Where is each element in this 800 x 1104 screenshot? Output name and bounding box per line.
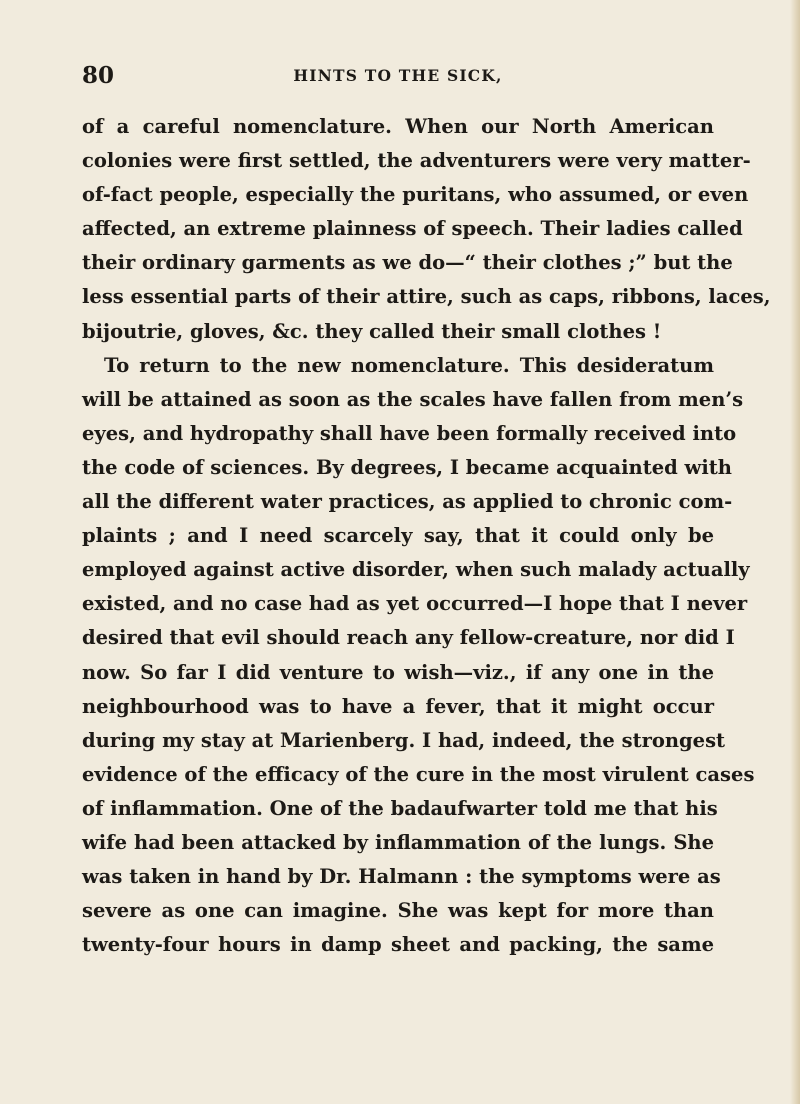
text-line: employed against active disorder, when such malady actually [82,558,750,582]
text-line: neighbourhood was to have a fever, that it might occur [82,694,714,718]
text-line: wife had been attacked by inflammation of the lungs. She [82,830,714,854]
text-line: the code of sciences. By degrees, I became acquainted with [82,455,732,479]
text-line: bijoutrie, gloves, &c. they called their small clothes ! [82,319,662,343]
text-line: affected, an extreme plainness of speech. Their ladies called [82,217,743,241]
text-line: twenty-four hours in damp sheet and packing, the same [82,933,714,957]
text-line: eyes, and hydropathy shall have been formally received into [82,421,737,445]
text-line: of a careful nomenclature. When our North American [82,115,714,138]
text-line: now. So far I did venture to wish—viz., if any one in the [82,660,714,684]
text-line: evidence of the efficacy of the cure in the most virulent cases [82,762,755,786]
text-line: was taken in hand by Dr. Halmann : the symptoms were as [82,865,721,889]
body-text [82,110,771,962]
text-line: of-fact people, especially the puritans, who assumed, or even [82,183,749,207]
page-edge-shadow [790,0,800,1104]
text-line: during my stay at Marienberg. I had, indeed, the strongest [82,728,726,752]
page-number: 80 [82,62,115,89]
text-line: desired that evil should reach any fellow-creature, nor did I [82,626,735,650]
text-line: less essential parts of their attire, such as caps, ribbons, laces, [82,285,771,309]
text-line: To return to the new nomenclature. This desideratum [104,353,714,377]
text-line: plaints ; and I need scarcely say, that it could only be [82,524,714,548]
text-line: all the different water practices, as applied to chronic com- [82,490,733,514]
text-line: of inflammation. One of the badaufwarter told me that his [82,796,718,820]
text-line: will be attained as soon as the scales have fallen from men’s [82,387,744,411]
text-line: existed, and no case had as yet occurred—I hope that I never [82,592,748,616]
text-line: their ordinary garments as we do—“ their clothes ;” but the [82,251,733,275]
text-line: severe as one can imagine. She was kept for more than [82,899,714,923]
running-title: HINTS TO THE SICK, [293,66,503,85]
text-line: colonies were first settled, the adventurers were very matter- [82,149,751,173]
running-head [82,62,714,90]
